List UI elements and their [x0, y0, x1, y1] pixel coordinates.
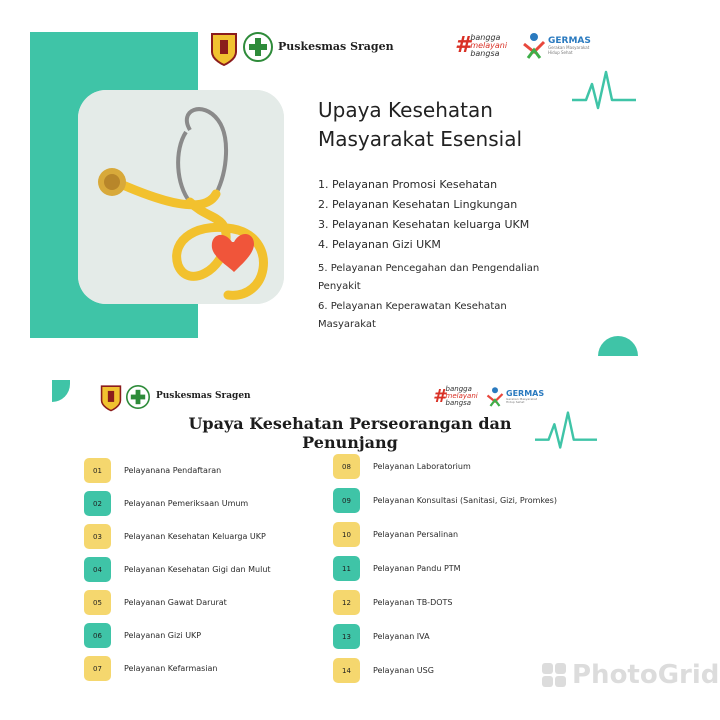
service-label: Pelayanan Kefarmasian — [124, 664, 218, 673]
service-number-badge: 08 — [333, 454, 360, 479]
service-number-badge: 14 — [333, 658, 360, 683]
teal-corner-sliver — [52, 380, 70, 402]
service-list-right — [333, 454, 557, 683]
list-item: 1. Pelayanan Promosi Kesehatan — [318, 178, 498, 191]
photogrid-watermark: PhotoGrid — [540, 660, 720, 690]
service-item — [84, 458, 271, 483]
service-label: Pelayanan IVA — [373, 632, 430, 641]
esensial-service-list — [318, 176, 618, 334]
page-title-esensial: Upaya Kesehatan Masyarakat Esensial — [318, 98, 523, 151]
puskesmas-cross-logo — [126, 385, 150, 413]
service-number-badge: 06 — [84, 623, 111, 648]
service-label: Pelayanan Gizi UKP — [124, 631, 202, 640]
service-item — [333, 590, 557, 615]
list-item: 5. Pelayanan Pencegahan dan Pengendalian Penyakit — [318, 263, 540, 292]
service-number-badge: 04 — [84, 557, 111, 582]
stethoscope-photo — [78, 90, 284, 304]
service-item — [333, 556, 557, 581]
service-number-badge: 03 — [84, 524, 111, 549]
service-number-badge: 07 — [84, 656, 111, 681]
service-item — [84, 524, 271, 549]
list-item: 4. Pelayanan Gizi UKM — [318, 238, 441, 251]
service-label: Pelayanan Kesehatan Gigi dan Mulut — [124, 565, 271, 574]
service-item — [84, 557, 271, 582]
service-number-badge: 09 — [333, 488, 360, 513]
list-item: 6. Pelayanan Keperawatan Kesehatan Masyarakat — [318, 301, 507, 330]
service-item — [333, 454, 557, 479]
service-label: Pelayanan Kesehatan Keluarga UKP — [124, 532, 266, 541]
page-title-perseorangan: Upaya Kesehatan Perseorangan dan Penunjang — [188, 414, 512, 452]
germas-logo: GERMAS Gerakan Masyarakat Hidup Sehat — [522, 32, 591, 60]
service-item — [333, 522, 557, 547]
service-number-badge: 10 — [333, 522, 360, 547]
crest-logo — [100, 384, 122, 416]
germas-figure-icon — [522, 32, 546, 60]
service-number-badge: 13 — [333, 624, 360, 649]
service-label: Pelayanan Gawat Darurat — [124, 598, 227, 607]
service-number-badge: 01 — [84, 458, 111, 483]
service-item — [333, 658, 557, 683]
brand-name: Puskesmas Sragen — [278, 40, 394, 53]
service-number-badge: 05 — [84, 590, 111, 615]
service-item — [84, 656, 271, 681]
service-label: Pelayanan Konsultasi (Sanitasi, Gizi, Promkes) — [373, 496, 557, 505]
brand-name: Puskesmas Sragen — [156, 391, 251, 401]
service-label: Pelayanan USG — [373, 666, 434, 675]
service-number-badge: 02 — [84, 491, 111, 516]
germas-figure-icon — [486, 386, 504, 408]
service-label: Pelayanan TB-DOTS — [373, 598, 453, 607]
service-label: Pelayanan Pandu PTM — [373, 564, 461, 573]
service-label: Pelayanan Pemeriksaan Umum — [124, 499, 249, 508]
service-item — [84, 491, 271, 516]
service-number-badge: 11 — [333, 556, 360, 581]
service-item — [84, 623, 271, 648]
service-label: Pelayanan Laboratorium — [373, 462, 471, 471]
bangga-melayani-bangsa-logo: # bangga melayani bangsa — [433, 385, 478, 407]
crest-logo — [210, 32, 238, 70]
bangga-melayani-bangsa-logo: # bangga melayani bangsa — [455, 33, 508, 58]
list-item: 2. Pelayanan Kesehatan Lingkungan — [318, 198, 518, 211]
germas-logo: GERMAS Gerakan Masyarakat Hidup Sehat — [486, 386, 544, 408]
service-item — [84, 590, 271, 615]
service-label: Pelayanana Pendaftaran — [124, 466, 222, 475]
teal-corner-shape — [598, 336, 638, 356]
list-item: 3. Pelayanan Kesehatan keluarga UKM — [318, 218, 530, 231]
service-item — [333, 624, 557, 649]
service-number-badge: 12 — [333, 590, 360, 615]
service-label: Pelayanan Persalinan — [373, 530, 459, 539]
photogrid-logo-icon — [540, 661, 568, 689]
service-item — [333, 488, 557, 513]
service-list-left — [84, 458, 271, 681]
puskesmas-cross-logo — [243, 32, 273, 66]
